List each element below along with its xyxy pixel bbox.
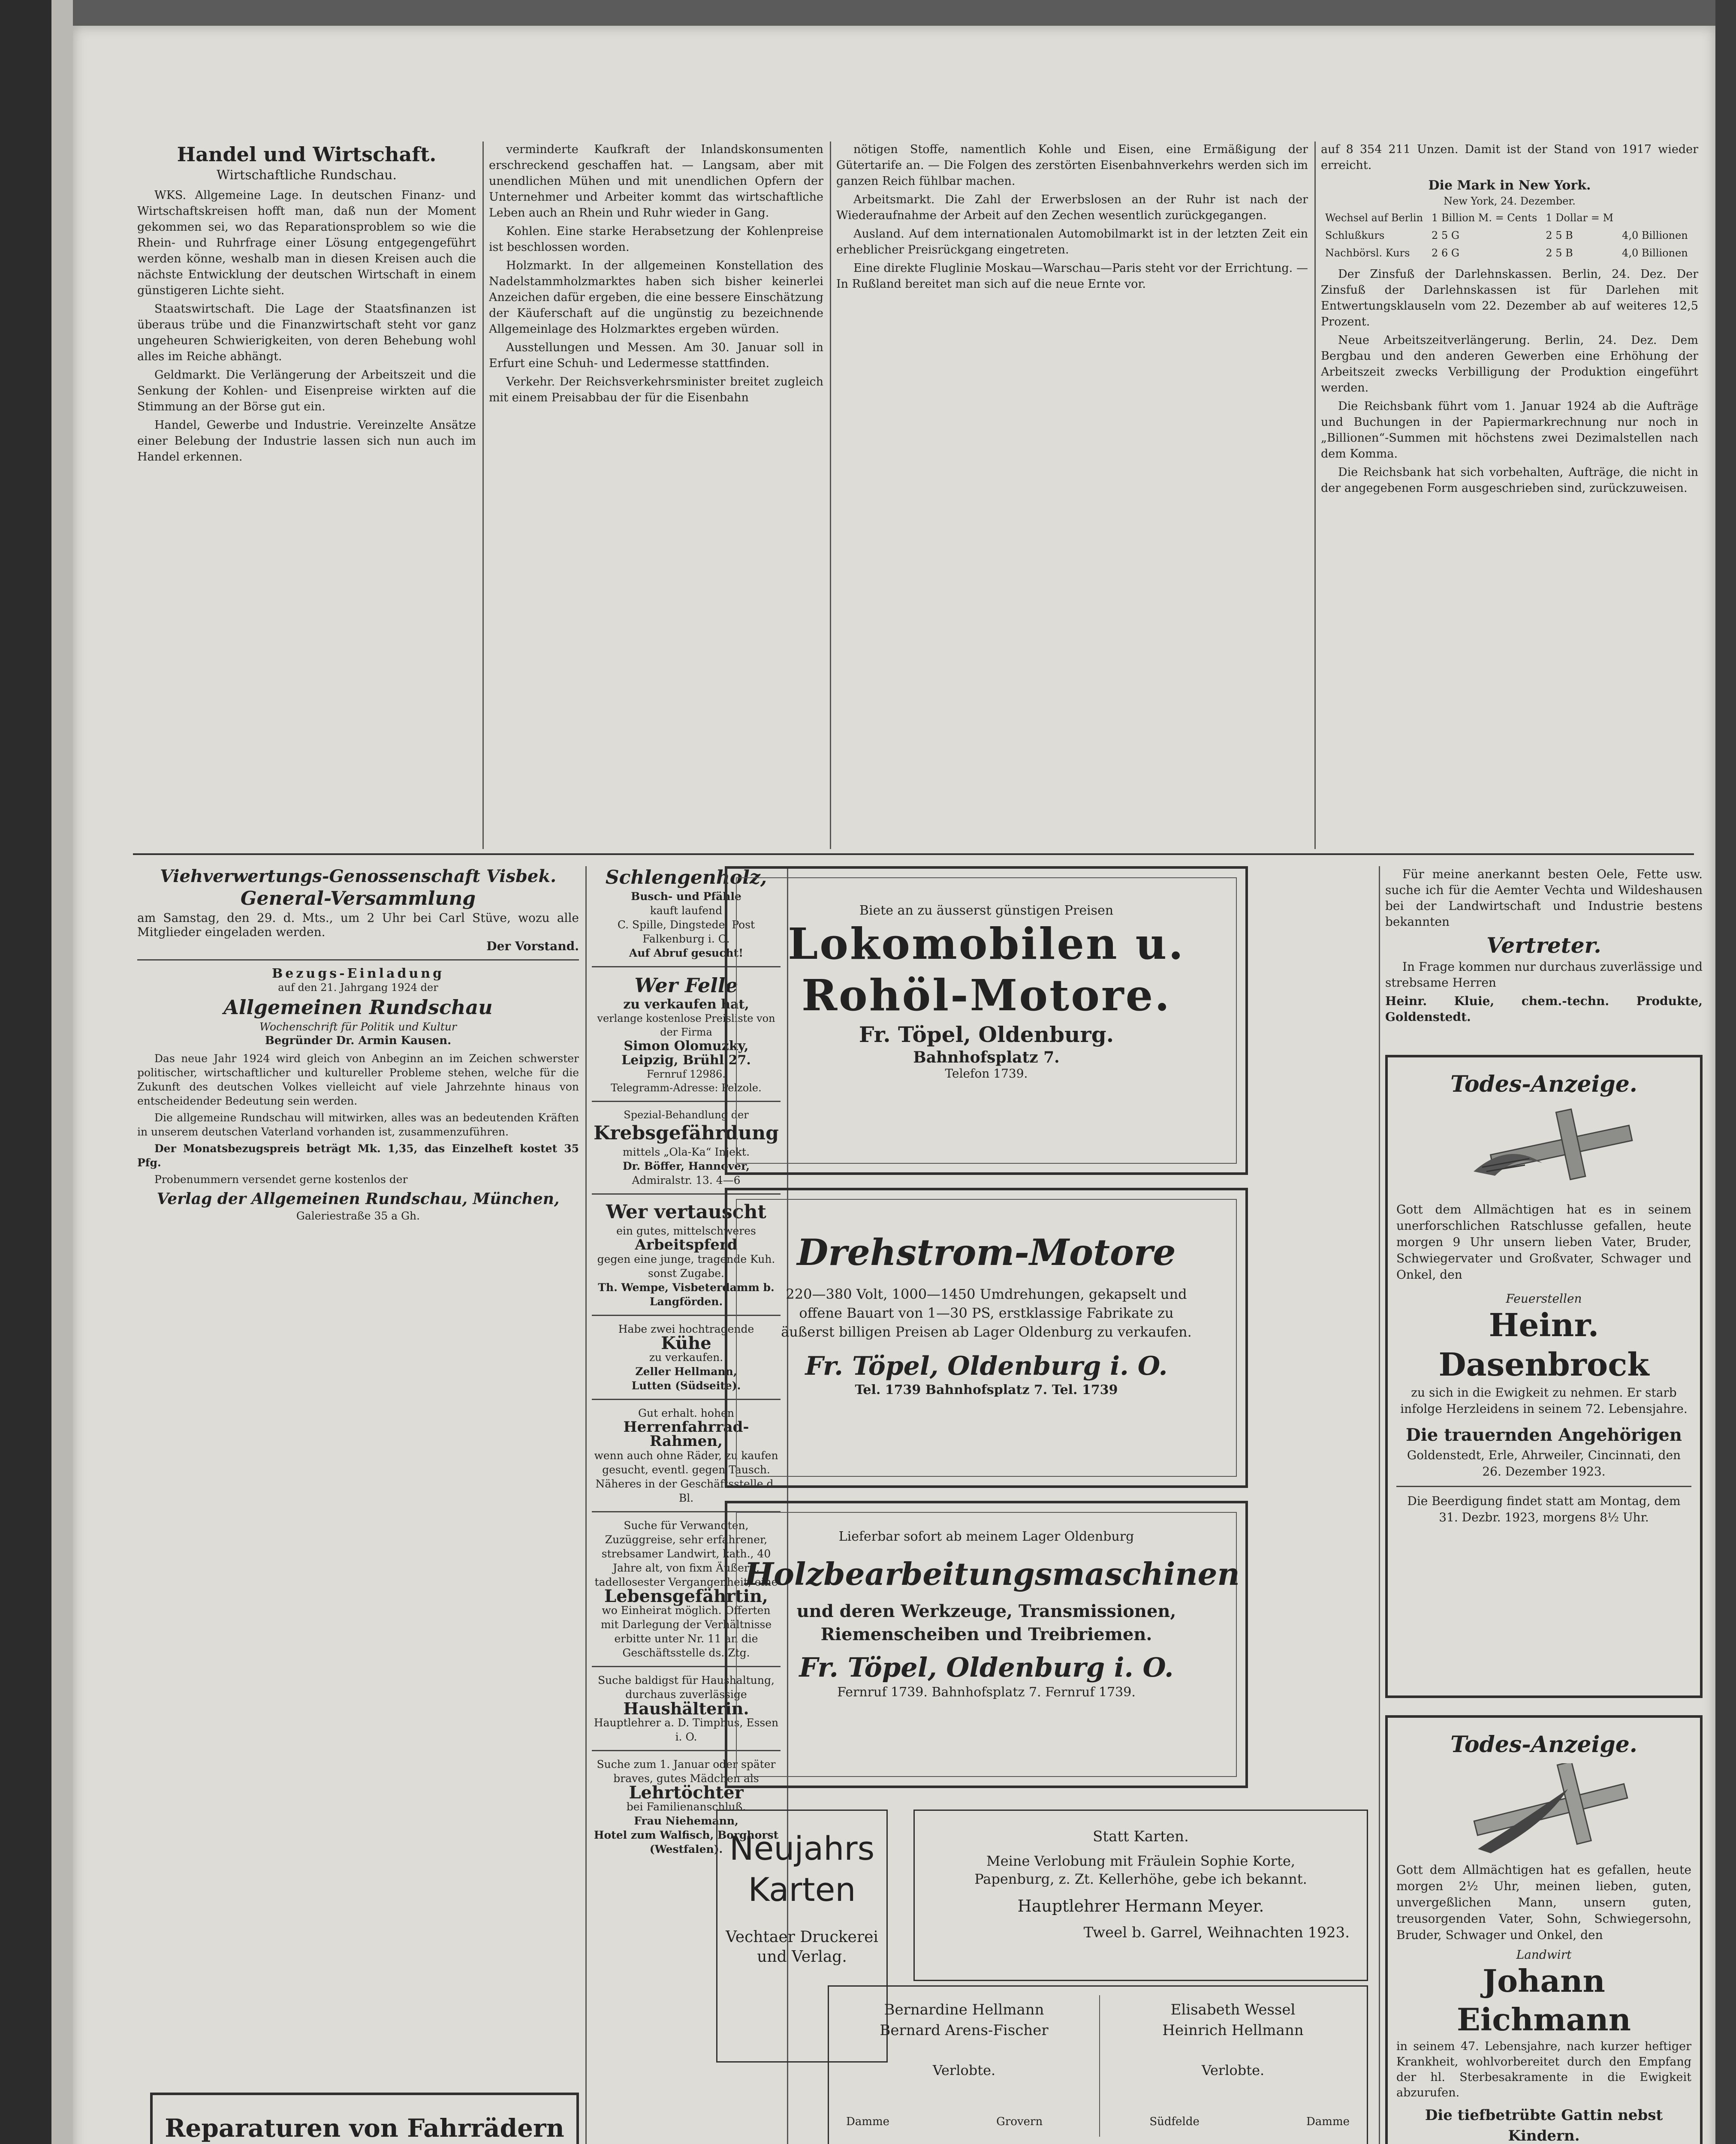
divider bbox=[1396, 1486, 1691, 1487]
exchange-rate-table bbox=[1321, 209, 1692, 262]
ad-name: Hauptlehrer a. D. Timphus, Essen i. O. bbox=[594, 1716, 779, 1743]
table-cell: 2 6 G bbox=[1432, 247, 1460, 259]
section-heading: Handel und Wirtschaft. bbox=[177, 143, 437, 166]
column-rule bbox=[1314, 142, 1316, 849]
article-paragraph: Holzmarkt. In der allgemeinen Konstellation des Nadelstammholzmarktes haben sich bisher keinerlei Anzeichen dafür ergeben, die eine bessere Einschätzung der Käuferschaft auf die ungünstig zu bezeichnende Allgemeinlage des Holzmarktes ergeben würden. bbox=[489, 259, 823, 336]
ad-line: Karten bbox=[748, 1870, 856, 1909]
ad-reparaturen-box bbox=[150, 2093, 579, 2144]
ad-reparaturen bbox=[153, 2112, 576, 2144]
ad-item: Lebensgefährtin, bbox=[604, 1586, 768, 1606]
ad-verlobung1 bbox=[932, 1828, 1350, 1941]
ad-title: Wer vertauscht bbox=[606, 1201, 766, 1223]
ad-text: wenn auch ohne Räder, zu kaufen gesucht, eventl. gegen Tausch. Näheres in der Geschäftsstelle d. Bl. bbox=[594, 1449, 778, 1504]
ad-paragraph: Probenummern versendet gerne kostenlos der bbox=[154, 1173, 408, 1186]
ad-text: Gott dem Allmächtigen hat es in seinem unerforschlichen Ratschlusse gefallen, heute morgen 9 Uhr unsern lieben Vater, Bruder, Schwiegervater und Großvater, Schwager und Onkel, den bbox=[1396, 1202, 1691, 1282]
ad-tagline: Wochenschrift für Politik und Kultur bbox=[259, 1021, 457, 1033]
ad-subtitle: zu verkaufen hat, bbox=[623, 997, 749, 1012]
mark-subheading: New York, 24. Dezember. bbox=[1444, 195, 1576, 207]
ad-name: Elisabeth Wessel bbox=[1170, 2001, 1296, 2018]
ad-places bbox=[846, 2115, 1350, 2128]
ad-place: Südfelde bbox=[1149, 2115, 1200, 2128]
ad-title: Statt Karten. bbox=[1093, 1828, 1189, 1845]
ad-role: Landwirt bbox=[1516, 1948, 1572, 1962]
ad-name: Fr. Töpel, Oldenburg i. O. bbox=[805, 1351, 1168, 1381]
ad-title: Krebsgefährdung bbox=[594, 1122, 779, 1144]
ad-neujahr bbox=[717, 1828, 886, 1967]
ad-place: Tweel b. Garrel, Weihnachten 1923. bbox=[1083, 1924, 1350, 1941]
ad-holz bbox=[744, 1529, 1240, 1700]
table-cell: Schlußkurs bbox=[1325, 229, 1385, 241]
article-paragraph: Arbeitsmarkt. Die Zahl der Erwerbslosen an der Ruhr ist nach der Wiederaufnahme der Arbeit auf den Zechen wesentlich zurückgegangen. bbox=[836, 193, 1308, 222]
ad-holz-box bbox=[725, 1501, 1248, 1788]
ad-title: Todes-Anzeige. bbox=[1450, 1071, 1637, 1097]
ad-item: Arbeitspferd bbox=[635, 1236, 738, 1253]
ad-note: Auf Abruf gesucht! bbox=[629, 947, 744, 959]
ad-drehstrom-box bbox=[725, 1188, 1248, 1488]
column-rule bbox=[830, 142, 831, 849]
ad-couple-right bbox=[1099, 1999, 1367, 2078]
ad-address: Bahnhofsplatz 7. bbox=[913, 1048, 1060, 1066]
ad-pretext: Lieferbar sofort ab meinem Lager Oldenburg bbox=[838, 1529, 1134, 1544]
ad-name: Bernard Arens-Fischer bbox=[880, 2022, 1049, 2039]
ad-text: Gut erhalt. hohen bbox=[638, 1407, 734, 1419]
ad-mourners: Die tiefbetrübte Gattin nebst Kindern. bbox=[1425, 2107, 1663, 2144]
ad-title: Drehstrom-Motore bbox=[797, 1231, 1176, 1274]
ad-text: ein gutes, mittelschweres bbox=[616, 1225, 756, 1237]
ad-verlobte: Verlobte. bbox=[932, 2062, 996, 2078]
ad-pretext: Spezial-Behandlung der bbox=[624, 1109, 749, 1121]
ad-lokomobilen-box bbox=[725, 866, 1248, 1175]
article-paragraph: Verkehr. Der Reichsverkehrsminister breitet zugleich mit einem Preisabbau der für die Eisenbahn bbox=[489, 375, 823, 404]
table-cell: 1 Dollar = M bbox=[1546, 212, 1614, 224]
ad-pretext: Biete an zu äusserst günstigen Preisen bbox=[859, 903, 1114, 918]
table-row bbox=[1321, 227, 1692, 244]
ad-rundschau bbox=[137, 967, 579, 1223]
article-paragraph: Die Reichsbank führt vom 1. Januar 1924 ab die Aufträge und Buchungen in der Papiermarkrechnung nur noch in „Billionen“-Summen mit höchstens zwei Dezimalstellen nach dem Komma. bbox=[1321, 400, 1698, 461]
ad-name: Bernardine Hellmann bbox=[884, 2001, 1044, 2018]
article-paragraph: Geldmarkt. Die Verlängerung der Arbeitszeit und die Senkung der Kohlen- und Eisenpreise wirkten auf die Stimmung an der Börse gut ein. bbox=[137, 368, 476, 413]
ad-vertreter bbox=[1385, 866, 1703, 1046]
table-cell: 4,0 Billionen bbox=[1622, 247, 1688, 259]
ad-name: Heinr. Kluie, chem.-techn. Produkte, Goldenstedt. bbox=[1385, 994, 1703, 1024]
ad-place: Goldenstedt, Erle, Ahrweiler, Cincinnati, den 26. Dezember 1923. bbox=[1407, 1448, 1681, 1479]
ad-text: Gott dem Allmächtigen hat es gefallen, heute morgen 2½ Uhr, meinen lieben, guten, unvergeßlichen Mann, unsern guten, treusorgenden Vater, Sohn, Schwiegersohn, Bruder, Schwager und Onkel, den bbox=[1396, 1863, 1691, 1942]
table-row bbox=[1321, 209, 1692, 227]
ad-line: Lokomobilen u. bbox=[787, 918, 1185, 969]
ad-founder: Begründer Dr. Armin Kausen. bbox=[265, 1034, 452, 1047]
ad-title: Holzbearbeitungsmaschinen bbox=[744, 1556, 1240, 1592]
ad-text: Suche zum 1. Januar oder später braves, gutes Mädchen als bbox=[597, 1758, 776, 1785]
column-verkehr bbox=[836, 142, 1308, 849]
ad-item: Haushälterin. bbox=[623, 1699, 749, 1718]
ad-name: Allgemeinen Rundschau bbox=[223, 996, 493, 1019]
ad-tod2 bbox=[1396, 1731, 1691, 2144]
ad-line: Rohöl-Motore. bbox=[801, 970, 1172, 1021]
table-cell: 2 5 G bbox=[1432, 229, 1460, 241]
deceased-name: Johann Eichmann bbox=[1457, 1963, 1631, 2038]
article-paragraph: Ausstellungen und Messen. Am 30. Januar soll in Erfurt eine Schuh- und Ledermesse stattfinden. bbox=[489, 341, 823, 370]
article-paragraph: verminderte Kaufkraft der Inlandskonsumenten erschreckend geschaffen hat. — Langsam, aber mit unendlichen Mühen und mit unendlichen Opfern der Unternehmer und Arbeiter kommt das wirtschaftliche Leben auch an Rhein und Ruhr wieder in Gang. bbox=[489, 143, 823, 220]
table-cell: 4,0 Billionen bbox=[1622, 229, 1688, 241]
ad-tod2-box bbox=[1385, 1715, 1703, 2144]
ad-title: Schlengenholz, bbox=[605, 867, 767, 888]
article-paragraph: WKS. Allgemeine Lage. In deutschen Finanz- und Wirtschaftskreisen hofft man, daß nun der Moment gekommen sei, wo das Reparationsproblem so wie die Rhein- und Ruhrfrage einer Lösung entgegengeführt werden könne, weshalb man in diesen Kreisen auch die nächste Entwicklung der deutschen Wirtschaft in einem günstigeren Lichte sieht. bbox=[137, 189, 476, 297]
ad-title: Vertreter. bbox=[1486, 933, 1601, 958]
ad-tod1 bbox=[1396, 1070, 1691, 1526]
article-paragraph: Staatswirtschaft. Die Lage der Staatsfinanzen ist überaus trübe und die Finanzwirtschaft steht vor ganz ungeheuren Schwierigkeiten, von deren Behebung wohl alles im Reiche abhängt. bbox=[137, 302, 476, 363]
ad-genossenschaft bbox=[137, 866, 579, 953]
column-wirtschaft bbox=[137, 142, 476, 849]
ad-address: Hotel zum Walfisch, Borghorst (Westfalen). bbox=[594, 1829, 779, 1855]
ad-item: Herrenfahrrad-Rahmen, bbox=[623, 1418, 749, 1450]
ad-name: Fr. Töpel, Oldenburg i. O. bbox=[799, 1652, 1174, 1683]
ad-phone: Fernruf 12986. bbox=[647, 1068, 726, 1080]
ad-place: Damme bbox=[846, 2115, 890, 2128]
article-paragraph: Handel, Gewerbe und Industrie. Vereinzelte Ansätze einer Belebung der Industrie lassen sich nun auch im Handel erkennen. bbox=[137, 419, 476, 464]
ad-tod1-box bbox=[1385, 1055, 1703, 1698]
section-divider bbox=[133, 853, 1694, 855]
ad-text: und deren Werkzeuge, Transmissionen, Riemenscheiben und Treibriemen. bbox=[796, 1601, 1176, 1644]
cross-icon bbox=[1396, 1763, 1691, 1858]
table-cell: 2 5 B bbox=[1546, 229, 1573, 241]
ad-text: verlange kostenlose Preisliste von der Firma bbox=[597, 1012, 775, 1038]
ad-phone: Fernruf 1739. Bahnhofsplatz 7. Fernruf 1739. bbox=[837, 1685, 1136, 1700]
page-edge bbox=[51, 0, 73, 2144]
ad-publisher: Verlag der Allgemeinen Rundschau, München, bbox=[157, 1190, 560, 1208]
ad-title: Todes-Anzeige. bbox=[1450, 1731, 1637, 1758]
table-row bbox=[1321, 244, 1692, 262]
ad-drehstrom bbox=[753, 1229, 1220, 1397]
background-edge bbox=[1715, 0, 1736, 2144]
table-cell: 1 Billion M. = Cents bbox=[1432, 212, 1537, 224]
ad-paragraph: Die allgemeine Rundschau will mitwirken, alles was an bedeutenden Kräften in unserem deutschen Vaterland vorhanden ist, zusammenzuführen. bbox=[137, 1111, 579, 1138]
ad-text: 220—380 Volt, 1000—1450 Umdrehungen, gekapselt und offene Bauart von 1—30 PS, erstklassige Fabrikate zu äußerst billigen Preisen ab Lager Oldenburg zu verkaufen. bbox=[781, 1286, 1192, 1340]
ad-address: Galeriestraße 35 a Gh. bbox=[296, 1210, 420, 1222]
ad-address: Leipzig, Brühl 27. bbox=[621, 1053, 751, 1068]
ads-column-left bbox=[137, 866, 579, 2144]
ad-verlobte: Verlobte. bbox=[1201, 2062, 1265, 2078]
ad-text: bei Familienanschluß. bbox=[626, 1801, 746, 1813]
ad-subtitle: auf den 21. Jahrgang 1924 der bbox=[278, 982, 438, 994]
ad-name: Frau Niehemann, bbox=[634, 1815, 738, 1827]
article-paragraph: Ausland. Auf dem internationalen Automobilmarkt ist in der letzten Zeit ein erheblicher Preisrückgang eingetreten. bbox=[836, 227, 1308, 256]
ad-text: Suche für Verwandten, Zuzüggreise, sehr erfahrener, strebsamer Landwirt, kath., 40 Jahre alt, von fixm Äußern, tadellosester Vergangenheit, eine bbox=[594, 1519, 778, 1588]
ad-address: Admiralstr. 13. 4—6 bbox=[632, 1174, 741, 1186]
ad-text: gegen eine junge, tragende Kuh. sonst Zugabe. bbox=[597, 1253, 775, 1280]
ad-place: Damme bbox=[1306, 2115, 1350, 2128]
cross-icon bbox=[1396, 1107, 1691, 1193]
ad-title: Bezugs-Einladung bbox=[271, 966, 445, 981]
ad-paragraph: Der Monatsbezugspreis beträgt Mk. 1,35, das Einzelheft kostet 35 Pfg. bbox=[137, 1142, 579, 1169]
ad-text: Für meine anerkannt besten Oele, Fette usw. suche ich für die Aemter Vechta und Wildeshausen bei der Landwirtschaft und Industrie bestens bekannten bbox=[1385, 867, 1703, 929]
ad-verlobung2-box bbox=[828, 1985, 1368, 2144]
ad-mourners: Die trauernden Angehörigen bbox=[1406, 1425, 1682, 1445]
ad-line: und Verlag. bbox=[757, 1948, 847, 1966]
column-rule bbox=[482, 142, 484, 849]
ad-text: mittels „Ola-Ka“ Injekt. bbox=[622, 1146, 750, 1158]
ad-name: Dr. Böffer, Hannover, bbox=[622, 1160, 750, 1172]
ad-couple-left bbox=[829, 1999, 1099, 2078]
deceased-name: Heinr. Dasenbrock bbox=[1438, 1307, 1649, 1383]
ad-title: Wer Felle bbox=[634, 974, 738, 997]
ad-name: C. Spille, Dingstede, Post Falkenburg i. O. bbox=[617, 918, 755, 945]
ad-funeral: Die Beerdigung findet statt am Montag, dem 31. Dezbr. 1923, morgens 8½ Uhr. bbox=[1407, 1494, 1681, 1524]
ad-text: wo Einheirat möglich. Offerten mit Darlegung der Verhältnisse erbitte unter Nr. 11 an die Geschäftsstelle ds. Ztg. bbox=[600, 1604, 772, 1659]
ad-name: Hauptlehrer Hermann Meyer. bbox=[1017, 1897, 1264, 1915]
ad-phone: Tel. 1739 Bahnhofsplatz 7. Tel. 1739 bbox=[855, 1382, 1118, 1397]
ad-line: Vechtaer Druckerei bbox=[726, 1928, 878, 1946]
article-paragraph: nötigen Stoffe, namentlich Kohle und Eisen, eine Ermäßigung der Gütertarife an. — Die Folgen des zerstörten Eisenbahnverkehrs werden sich im ganzen Reich fühlbar machen. bbox=[836, 143, 1308, 188]
ad-place: Grovern bbox=[996, 2115, 1043, 2128]
ad-item: Kühe bbox=[661, 1333, 711, 1353]
ad-address: Lutten (Südseite). bbox=[631, 1379, 741, 1392]
ad-text: Habe zwei hochtragende bbox=[618, 1323, 754, 1335]
newspaper-page bbox=[73, 26, 1715, 2144]
ad-name: Fr. Töpel, Oldenburg. bbox=[859, 1022, 1114, 1047]
ad-line: Neujahrs bbox=[729, 1829, 875, 1867]
ad-text: zu verkaufen. bbox=[649, 1351, 723, 1364]
column-boerse bbox=[1321, 142, 1698, 849]
ad-item: Lehrtöchter bbox=[629, 1783, 744, 1803]
ad-text: kauft laufend bbox=[650, 904, 723, 917]
column-rule bbox=[585, 866, 587, 2144]
ad-line: Reparaturen von Fahrrädern bbox=[165, 2114, 564, 2143]
table-cell: 2 5 B bbox=[1546, 247, 1573, 259]
article-paragraph: Der Zinsfuß der Darlehnskassen. Berlin, 24. Dez. Der Zinsfuß der Darlehnskassen ist für Darlehen mit Entwertungsklauseln vom 22. Dezember ab auf weiteres 12,5 Prozent. bbox=[1321, 268, 1698, 328]
ad-name: Th. Wempe, Visbeterdamm b. Langförden. bbox=[598, 1281, 775, 1308]
ad-title: Viehverwertungs-Genossenschaft Visbek. bbox=[160, 866, 557, 886]
divider bbox=[137, 959, 579, 961]
mark-heading: Die Mark in New York. bbox=[1428, 178, 1591, 193]
column-rule bbox=[1379, 866, 1380, 2144]
ad-telegram: Telegramm-Adresse: Pelzole. bbox=[611, 1082, 762, 1094]
ad-text: am Samstag, den 29. d. Mts., um 2 Uhr bei Carl Stüve, wozu alle Mitglieder eingeladen werden. bbox=[137, 911, 579, 939]
article-paragraph: Kohlen. Eine starke Herabsetzung der Kohlenpreise ist beschlossen worden. bbox=[489, 225, 823, 254]
table-cell: Nachbörsl. Kurs bbox=[1325, 247, 1410, 259]
ad-subtitle: General-Versammlung bbox=[240, 888, 476, 909]
ad-text: Busch- und Pfähle bbox=[631, 890, 741, 903]
ad-paragraph: Das neue Jahr 1924 wird gleich von Anbeginn an im Zeichen schwerster politischer, wirtschaftlicher und kultureller Probleme stehen, welche für die Zukunft des deutschen Volkes vielleicht auf viele Jahrzehnte hinaus von entscheidender Bedeutung sein werden. bbox=[137, 1052, 579, 1107]
ad-text: Meine Verlobung mit Fräulein Sophie Korte, Papenburg, z. Zt. Kellerhöhe, gebe ich bekannt. bbox=[974, 1853, 1307, 1887]
ad-lokomobilen bbox=[727, 903, 1245, 1081]
ad-signature: Der Vorstand. bbox=[486, 939, 579, 953]
ad-text: In Frage kommen nur durchaus zuverlässige und strebsame Herren bbox=[1385, 960, 1703, 990]
ad-name: Simon Olomuzky, bbox=[624, 1039, 749, 1054]
article-paragraph: Neue Arbeitszeitverlängerung. Berlin, 24. Dez. Dem Bergbau und den anderen Gewerben eine Erhöhung der Arbeitszeit zwecks Verbilligung der Produktion eingeführt werden. bbox=[1321, 334, 1698, 394]
section-subheading: Wirtschaftliche Rundschau. bbox=[216, 168, 397, 183]
article-paragraph: Die Reichsbank hat sich vorbehalten, Aufträge, die nicht in der angegebenen Form ausgeschrieben sind, zurückzuweisen. bbox=[1321, 466, 1698, 495]
ad-name: Heinrich Hellmann bbox=[1162, 2022, 1304, 2039]
ad-name: Zeller Hellmann, bbox=[635, 1365, 737, 1378]
ad-verlobung1-box bbox=[913, 1810, 1368, 1981]
ad-text: zu sich in die Ewigkeit zu nehmen. Er starb infolge Herzleidens in seinem 72. Lebensjahre. bbox=[1400, 1385, 1688, 1416]
ad-text: in seinem 47. Lebensjahre, nach kurzer heftiger Krankheit, wohlvorbereitet durch den Empfang der hl. Sterbesakramente in die Ewigkeit abzurufen. bbox=[1396, 2040, 1691, 2099]
table-cell: Wechsel auf Berlin bbox=[1325, 212, 1423, 224]
ad-text: Suche baldigst für Haushaltung, durchaus zuverlässige bbox=[598, 1674, 775, 1701]
column-markt bbox=[489, 142, 823, 849]
ad-role: Feuerstellen bbox=[1506, 1292, 1582, 1306]
article-paragraph: auf 8 354 211 Unzen. Damit ist der Stand von 1917 wieder erreicht. bbox=[1321, 143, 1698, 172]
article-paragraph: Eine direkte Fluglinie Moskau—Warschau—Paris steht vor der Errichtung. — In Rußland bereitet man sich auf die neue Ernte vor. bbox=[836, 262, 1308, 291]
ad-phone: Telefon 1739. bbox=[945, 1066, 1028, 1081]
